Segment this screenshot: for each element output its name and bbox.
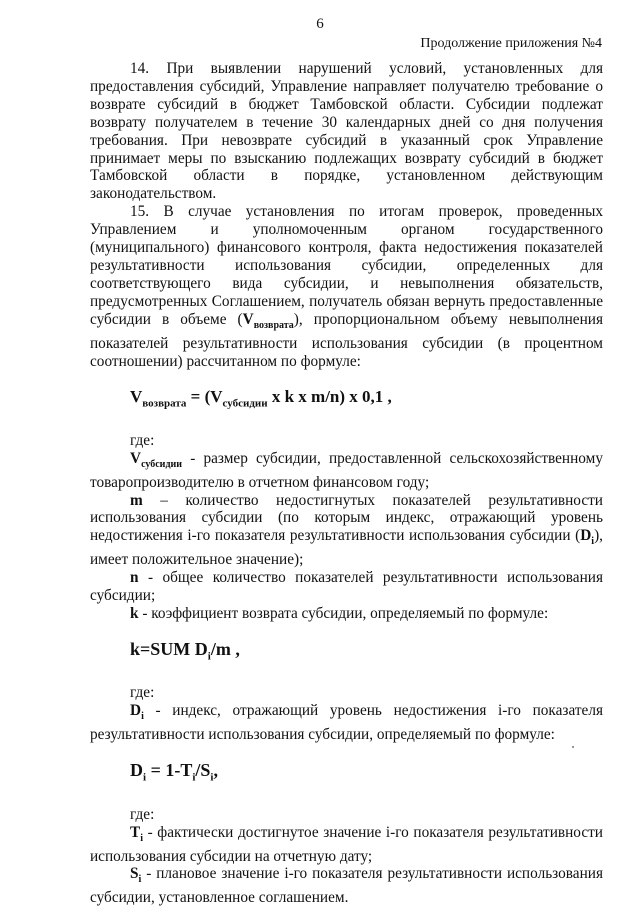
formula-d: $D_i = 1-T_i/S_i$, [130, 760, 218, 784]
def-v-subsidy: $V_{субсидии}$ - размер субсидии, предоставленной сельскохозяйственному товаропроизводителю в отчетном финансовом году; [90, 449, 603, 491]
where-label-2: где: [130, 684, 155, 702]
def-d: $D_i$ - индекс, отражающий уровень недостижения i-го показателя результативности использования субсидии, определяемый по формуле: [90, 702, 603, 744]
scan-speck [572, 746, 574, 748]
def-n: n - общее количество показателей результативности использования субсидии; [90, 569, 603, 605]
where-label-3: где: [130, 805, 155, 823]
running-title: Продолжение приложения №4 [420, 36, 602, 51]
document-body [90, 60, 603, 907]
def-m: m – количество недостигнутых показателей результативности использования субсидии (по которым индекс, отражающий уровень недостижения i-го показателя результативности использования субсидии $(D_i)$, имеет положительное значение); [90, 491, 603, 569]
v-symbol: V [242, 310, 254, 328]
formula-k: k=SUM $D_i/m$ , [130, 638, 240, 663]
formula-v-return: $V_{возврата} = (V_{субсидии}$ x k x m/n) x 0,1 , [130, 387, 392, 410]
def-s: $S_i$ - плановое значение i-го показателя результативности использования субсидии, установленное соглашением. [90, 865, 603, 907]
def-t: $T_i$ - фактически достигнутое значение i-го показателя результативности использования субсидии на отчетную дату; [90, 823, 603, 865]
def-k: k - коэффициент возврата субсидии, определяемый по формуле: [130, 605, 549, 622]
paragraph-14: 14. При выявлении нарушений условий, установленных для предоставления субсидий, Управление направляет получателю требование о возврате субсидий в бюджет Тамбовской области. Субсидии подлежат возврату получателем в течение 30 календарных дней со дня получения требования. При невозврате субсидий в указанный срок Управление принимает меры по взысканию подлежащих возврату субсидий в бюджет Тамбовской области в порядке, установленном действующим законодательством. [90, 60, 603, 203]
paragraph-15: 15. В случае установления по итогам проверок, проведенных Управлением и уполномоченным органом государственного (муниципального) финансового контроля, факта недостижения показателей результативности использования субсидии, определенных для соответствующего вида субсидии, и невыполнения обязательств, предусмотренных Соглашением, получатель обязан вернуть предоставленные субсидии в объеме $(V_{возврата})$, пропорциональном объему невыполнения показателей результативности использования субсидии (в процентном соотношении) рассчитанном по формуле: [90, 203, 603, 370]
page-number: 6 [316, 16, 324, 32]
where-label-1: где: [130, 431, 155, 449]
